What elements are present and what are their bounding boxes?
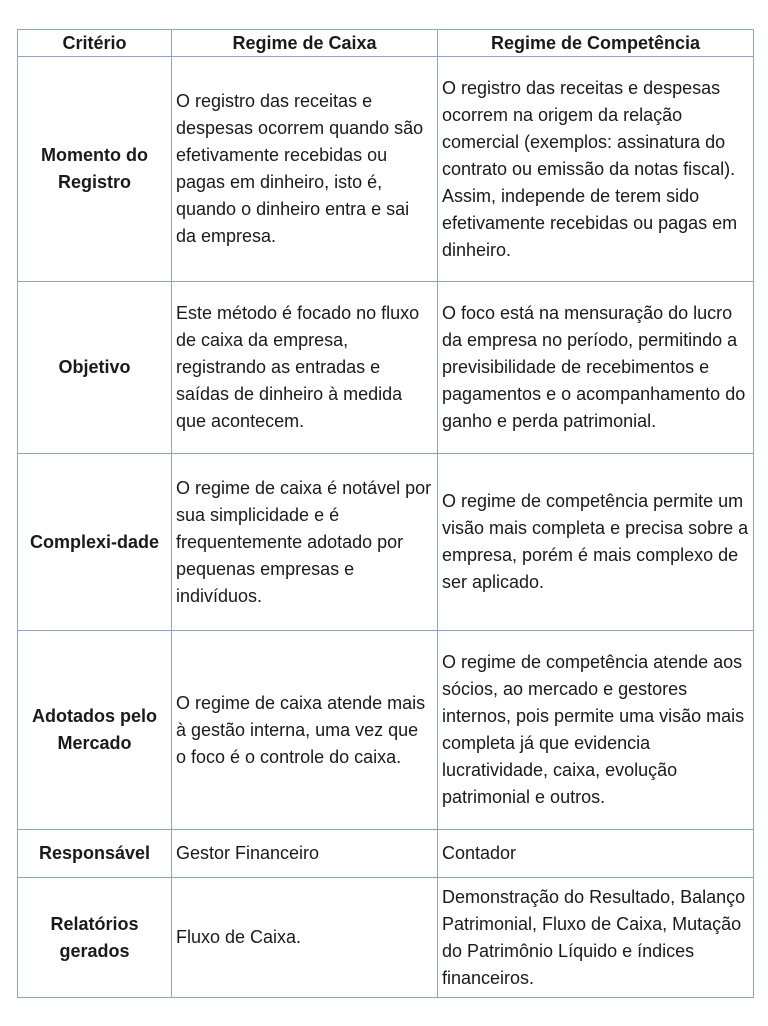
criterio-cell: Momento do Registro (18, 57, 172, 282)
header-criterio: Critério (18, 30, 172, 57)
criterio-cell: Objetivo (18, 282, 172, 454)
competencia-cell: Contador (438, 830, 754, 878)
table-row (18, 878, 754, 998)
caixa-cell: Gestor Financeiro (172, 830, 438, 878)
competencia-cell: O regime de competência permite um visão mais completa e precisa sobre a empresa, porém é mais complexo de ser aplicado. (438, 454, 754, 631)
table-header (18, 30, 754, 57)
table-row (18, 830, 754, 878)
table-row (18, 57, 754, 282)
criterio-cell: Adotados pelo Mercado (18, 631, 172, 830)
criterio-cell: Relatórios gerados (18, 878, 172, 998)
header-regime-caixa: Regime de Caixa (172, 30, 438, 57)
caixa-cell: O registro das receitas e despesas ocorrem quando são efetivamente recebidas ou pagas em dinheiro, isto é, quando o dinheiro entra e sai da empresa. (172, 57, 438, 282)
caixa-cell: Fluxo de Caixa. (172, 878, 438, 998)
table-row (18, 631, 754, 830)
criterio-cell: Responsável (18, 830, 172, 878)
header-regime-competencia: Regime de Competência (438, 30, 754, 57)
caixa-cell: O regime de caixa atende mais à gestão interna, uma vez que o foco é o controle do caixa. (172, 631, 438, 830)
caixa-cell: Este método é focado no fluxo de caixa da empresa, registrando as entradas e saídas de dinheiro à medida que acontecem. (172, 282, 438, 454)
header-row (18, 30, 754, 57)
competencia-cell: Demonstração do Resultado, Balanço Patrimonial, Fluxo de Caixa, Mutação do Patrimônio Líquido e índices financeiros. (438, 878, 754, 998)
comparison-table (17, 29, 754, 998)
criterio-cell: Complexi-dade (18, 454, 172, 631)
table-row (18, 454, 754, 631)
competencia-cell: O foco está na mensuração do lucro da empresa no período, permitindo a previsibilidade de recebimentos e pagamentos e o acompanhamento do ganho e perda patrimonial. (438, 282, 754, 454)
table-row (18, 282, 754, 454)
caixa-cell: O regime de caixa é notável por sua simplicidade e é frequentemente adotado por pequenas empresas e indivíduos. (172, 454, 438, 631)
competencia-cell: O registro das receitas e despesas ocorrem na origem da relação comercial (exemplos: assinatura do contrato ou emissão da notas fiscal). Assim, independe de terem sido efetivamente recebidas ou pagas em dinheiro. (438, 57, 754, 282)
table-body (18, 57, 754, 998)
competencia-cell: O regime de competência atende aos sócios, ao mercado e gestores internos, pois permite uma visão mais completa já que evidencia lucratividade, caixa, evolução patrimonial e outros. (438, 631, 754, 830)
